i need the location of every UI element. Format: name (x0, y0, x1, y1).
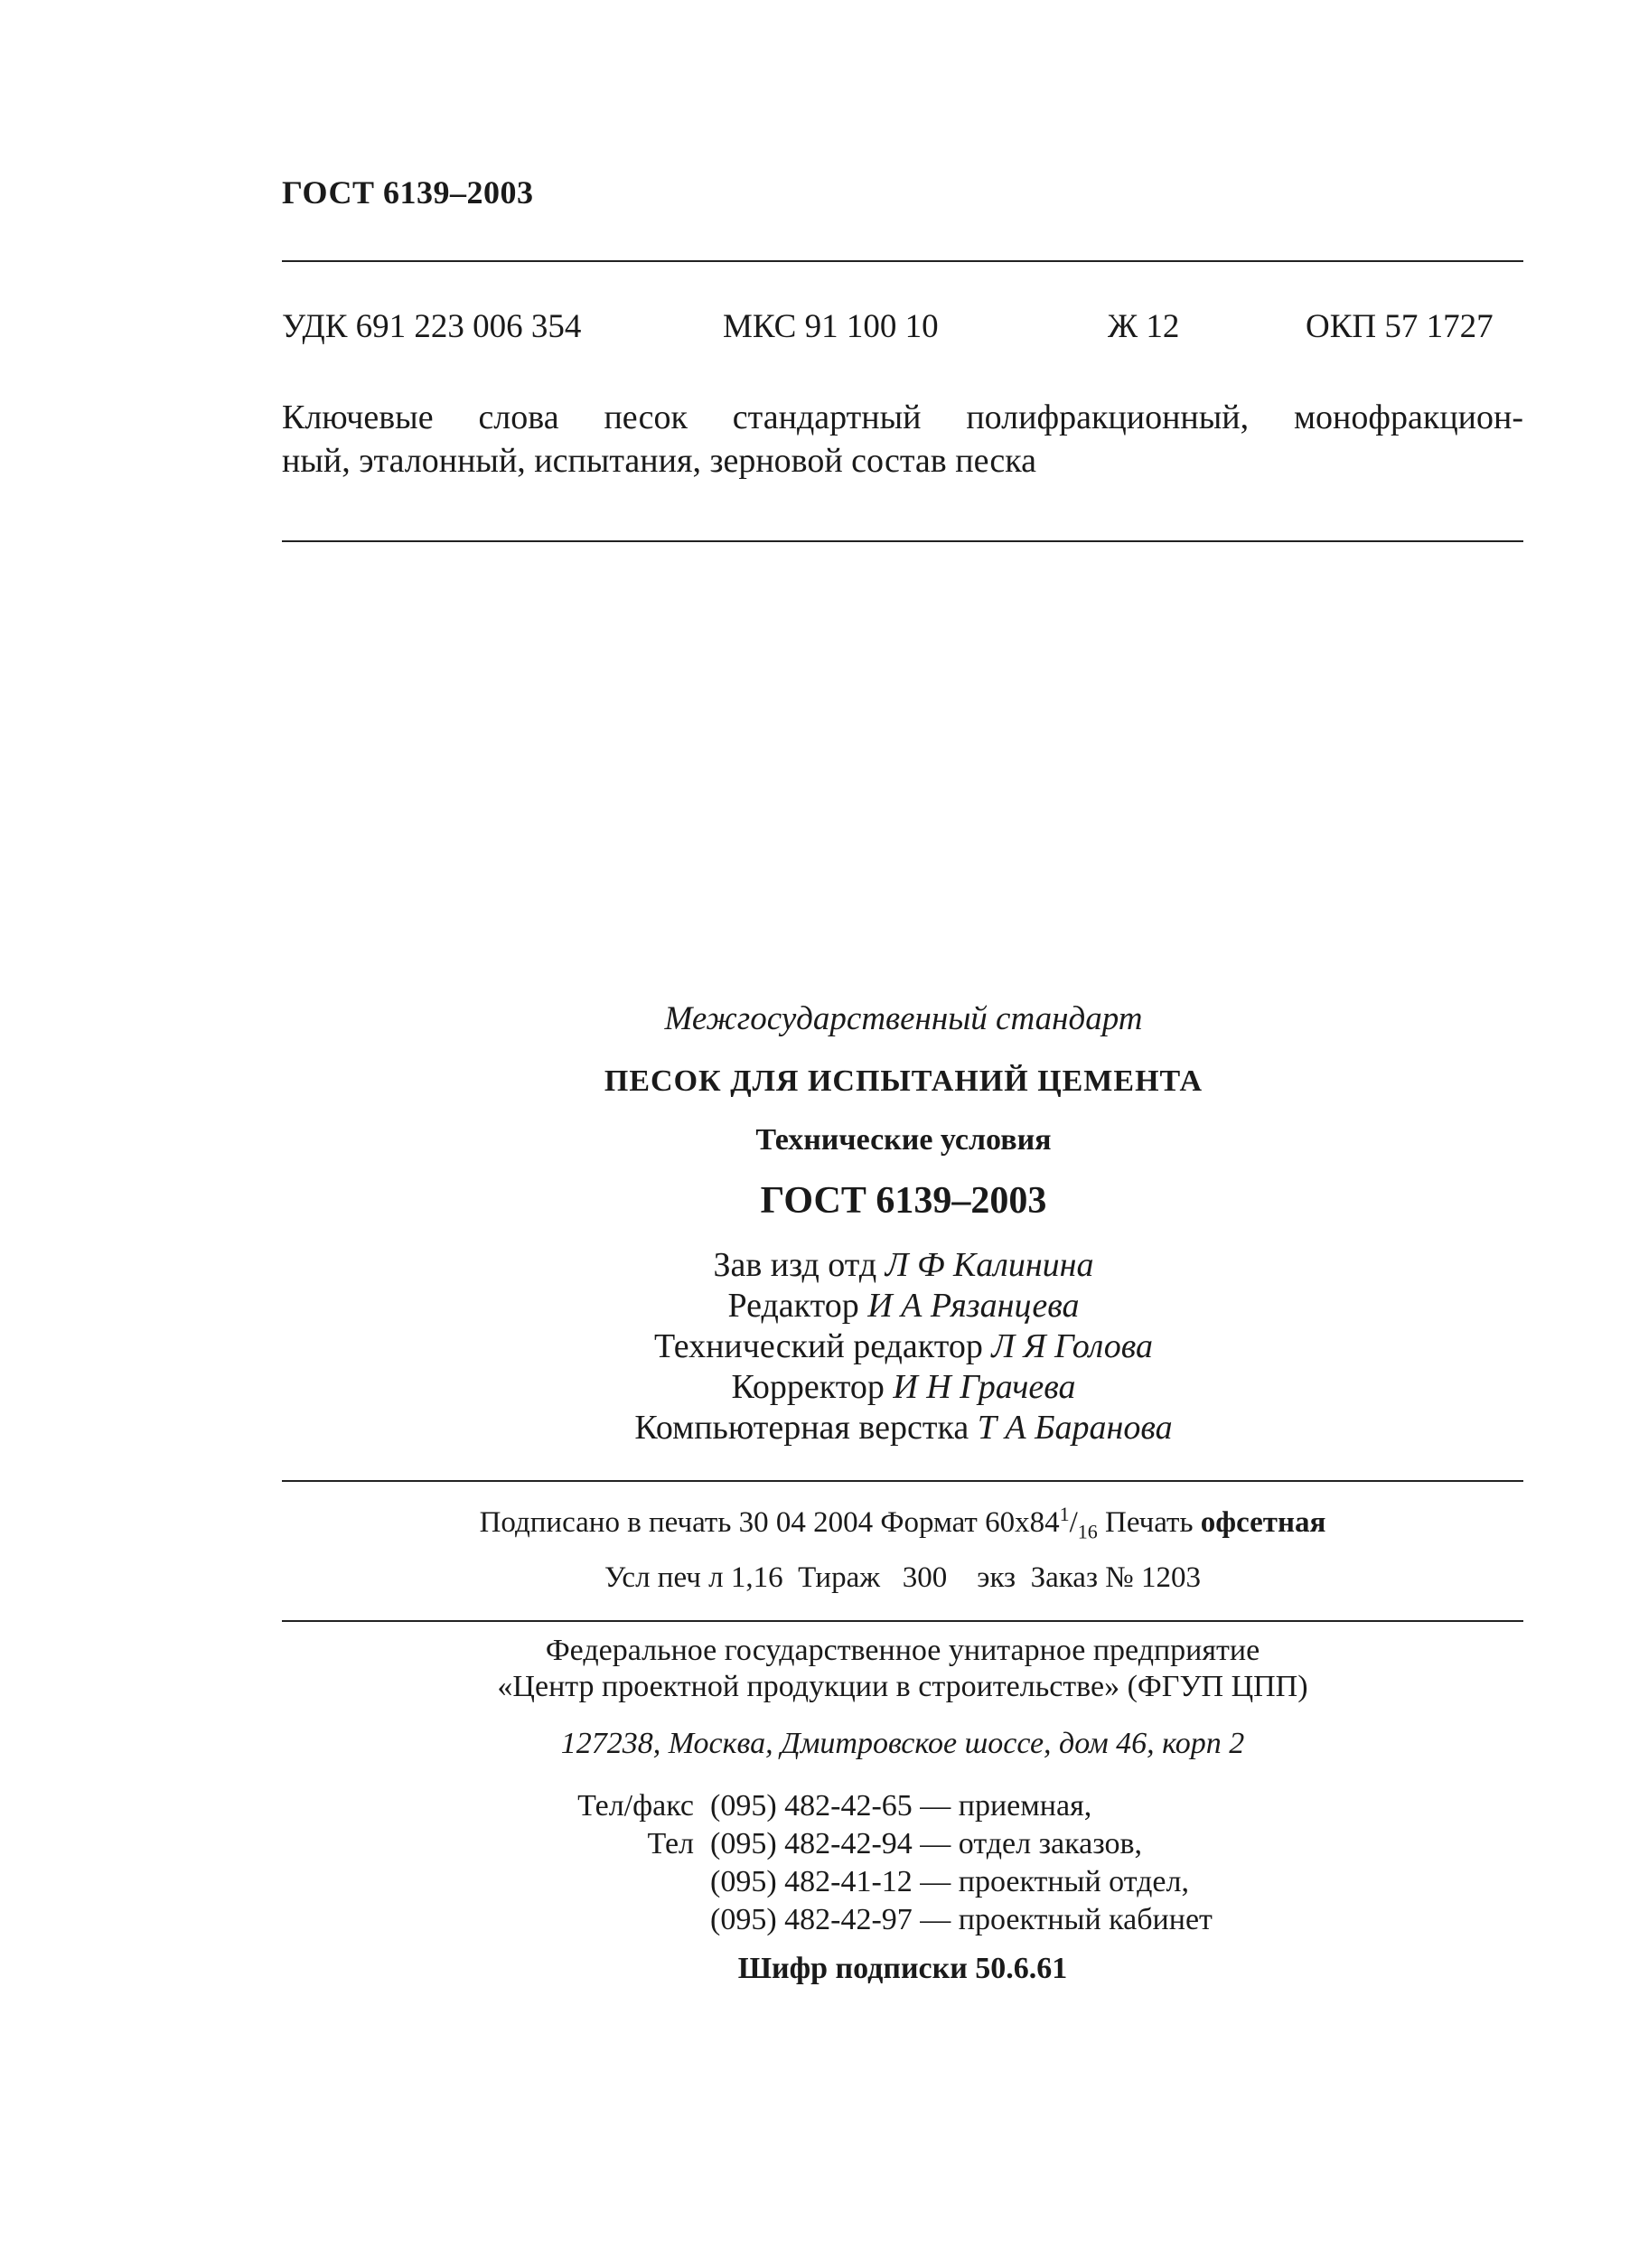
staff-name: И Н Грачева (893, 1368, 1076, 1406)
zh-code: Ж 12 (1108, 308, 1180, 345)
staff-role: Корректор (731, 1368, 885, 1406)
mks-code: МКС 91 100 10 (723, 308, 939, 345)
staff-row (506, 1408, 1301, 1448)
contact-list (533, 1787, 1213, 1939)
staff-row (506, 1326, 1301, 1367)
staff-row (506, 1245, 1301, 1286)
print-type: Печать (1105, 1506, 1194, 1539)
format-numerator: 1 (1059, 1503, 1070, 1525)
keywords-line: ный, эталонный, испытания, зерновой состав песка (282, 442, 1036, 480)
staff-role: Компьютерная верстка (634, 1409, 969, 1447)
staff-row (506, 1286, 1301, 1326)
staff-list (506, 1245, 1301, 1448)
subscription-cipher: Шифр подписки 50.6.61 (737, 1952, 1068, 1985)
staff-name: Л Я Голова (991, 1327, 1154, 1365)
standard-type: Межгосударственный стандарт (664, 1000, 1143, 1037)
contact-row (533, 1863, 1213, 1901)
standard-info (506, 0, 1301, 1265)
contact-label (533, 1863, 710, 1901)
staff-name: И А Рязанцева (867, 1287, 1080, 1325)
standard-subtitle: Технические условия (755, 1123, 1052, 1157)
staff-row (506, 1367, 1301, 1408)
contact-value: (095) 482-41-12 — проектный отдел, (710, 1865, 1189, 1898)
contact-value: (095) 482-42-65 — приемная, (710, 1789, 1092, 1823)
signed-date: Подписано в печать 30 04 2004 (479, 1506, 874, 1539)
page-header-code: ГОСТ 6139–2003 (282, 174, 534, 211)
format-label: Формат 60x84 (880, 1506, 1060, 1539)
divider (282, 1620, 1523, 1622)
staff-role: Технический редактор (653, 1327, 983, 1365)
contact-row (533, 1901, 1213, 1939)
format-denominator: 16 (1077, 1520, 1098, 1543)
print-signed-line: Подписано в печать 30 04 2004 Формат $60x84^1/_{16}$ Печать офсетная (479, 1503, 1326, 1543)
publisher-address: 127238, Москва, Дмитровское шоссе, дом 46, корп 2 (560, 1727, 1245, 1760)
contact-label (533, 1901, 710, 1939)
print-run-line: Усл печ л 1,16 Тираж 300 экз Заказ № 1203 (604, 1561, 1201, 1594)
staff-name: Т А Баранова (977, 1409, 1173, 1447)
contact-row (533, 1825, 1213, 1863)
contact-row (533, 1787, 1213, 1825)
publisher-center: «Центр проектной продукции в строительстве» (ФГУП ЦПП) (497, 1670, 1308, 1703)
keywords-line: Ключевые слова песок стандартный полифракционный, монофракцион- (282, 398, 1523, 436)
contact-value: (095) 482-42-97 — проектный кабинет (710, 1903, 1213, 1936)
divider (282, 1480, 1523, 1482)
print-type-offset: офсетная (1200, 1506, 1326, 1539)
okp-code: ОКП 57 1727 (1306, 308, 1494, 345)
staff-role: Зав изд отд (713, 1246, 877, 1284)
standard-title: ПЕСОК ДЛЯ ИСПЫТАНИЙ ЦЕМЕНТА (604, 1064, 1203, 1098)
standard-code: ГОСТ 6139–2003 (760, 1180, 1047, 1222)
staff-role: Редактор (727, 1287, 859, 1325)
contact-value: (095) 482-42-94 — отдел заказов, (710, 1827, 1143, 1860)
udk-code: УДК 691 223 006 354 (282, 308, 582, 345)
contact-label: Тел (647, 1827, 694, 1860)
publisher-name: Федеральное государственное унитарное предприятие (545, 1634, 1260, 1667)
contact-label: Тел/факс (577, 1789, 694, 1823)
staff-name: Л Ф Калинина (885, 1246, 1094, 1284)
